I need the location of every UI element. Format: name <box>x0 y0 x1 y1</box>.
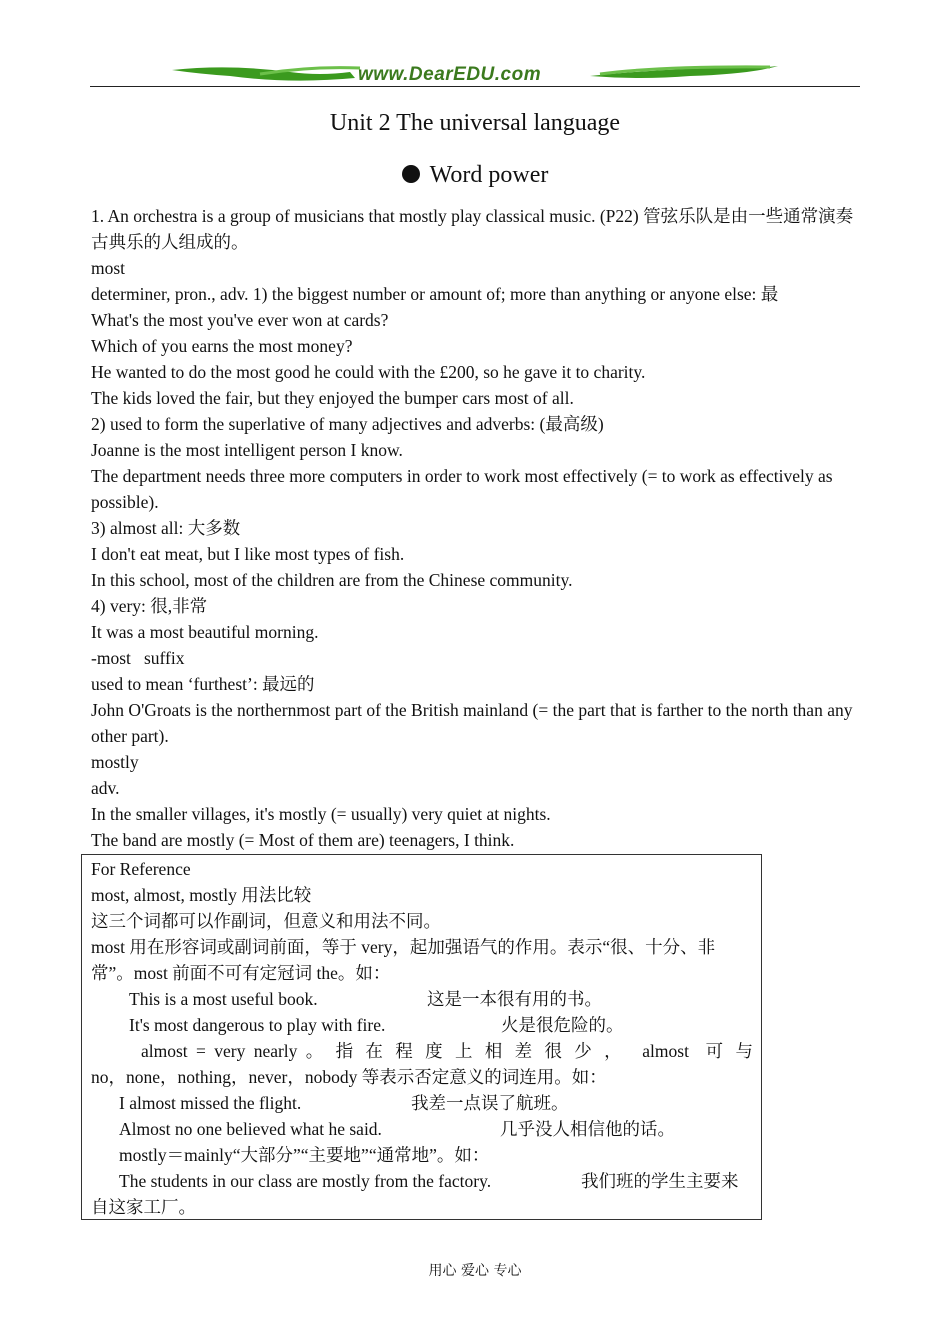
text-line: The band are mostly (= Most of them are) teenagers, I think. <box>91 830 515 850</box>
text-line: John O'Groats is the northernmost part of the British mainland (= the part that is farther to the north than any other part). <box>91 700 853 746</box>
text-line: What's the most you've ever won at cards? <box>91 310 389 330</box>
example-cn-cont: 自这家工厂。 <box>91 1197 196 1217</box>
site-url[interactable]: www.DearEDU.com <box>358 64 542 85</box>
text-line: 1. An orchestra is a group of musicians that mostly play classical music. (P22) 管弦乐队是由一些通常演奏古典乐的人组成的。 <box>91 206 854 252</box>
bullet-icon <box>402 165 420 183</box>
text-line: In the smaller villages, it's mostly (= usually) very quiet at nights. <box>91 804 551 824</box>
most-note: most 用在形容词或副词前面，等于 very，起加强语气的作用。表示“很、十分、非常”。most 前面不可有定冠词 the。如： <box>91 937 716 983</box>
section-label: Word power <box>429 162 549 188</box>
header-banner <box>90 60 860 90</box>
example-en: Almost no one believed what he said. <box>119 1119 382 1139</box>
example-row <box>91 986 753 1012</box>
main-content <box>91 203 861 853</box>
example-row <box>91 1012 753 1038</box>
example-cn: 我差一点误了航班。 <box>411 1093 569 1113</box>
section-heading <box>0 162 950 189</box>
text-line: 4) very: 很,非常 <box>91 596 208 616</box>
text-line: The kids loved the fair, but they enjoyed the bumper cars most of all. <box>91 388 574 408</box>
reference-intro: 这三个词都可以作副词，但意义和用法不同。 <box>91 911 441 931</box>
example-cn: 这是一本很有用的书。 <box>427 989 602 1009</box>
reference-subtitle: most, almost, mostly 用法比较 <box>91 885 312 905</box>
text-line: The department needs three more computers in order to work most effectively (= to work as effectively as possible). <box>91 466 833 512</box>
example-cn: 火是很危险的。 <box>501 1015 624 1035</box>
example-cn: 我们班的学生主要来 <box>581 1171 739 1191</box>
text-line: adv. <box>91 778 120 798</box>
mostly-note: mostly＝mainly“大部分”“主要地”“通常地”。如： <box>119 1145 490 1165</box>
text-line: 2) used to form the superlative of many adjectives and adverbs: (最高级) <box>91 414 604 434</box>
reference-box <box>81 854 762 1220</box>
text-line: I don't eat meat, but I like most types of fish. <box>91 544 405 564</box>
example-en: The students in our class are mostly from the factory. <box>119 1171 492 1191</box>
text-line: mostly <box>91 752 139 772</box>
almost-note: almost = very nearly 。 指 在 程 度 上 相 差 很 少 ， almost 可 与 <box>141 1041 753 1061</box>
header-rule <box>90 86 860 87</box>
example-row <box>91 1090 753 1116</box>
example-en: This is a most useful book. <box>129 989 318 1009</box>
text-line: It was a most beautiful morning. <box>91 622 319 642</box>
text-line: Which of you earns the most money? <box>91 336 353 356</box>
reference-heading: For Reference <box>91 859 191 879</box>
example-en: I almost missed the flight. <box>119 1093 302 1113</box>
page-title: Unit 2 The universal language <box>329 110 621 136</box>
example-row <box>91 1168 753 1194</box>
text-line: -most suffix <box>91 648 185 668</box>
example-en: It's most dangerous to play with fire. <box>129 1015 386 1035</box>
text-line: He wanted to do the most good he could with the £200, so he gave it to charity. <box>91 362 646 382</box>
example-row <box>91 1116 753 1142</box>
almost-note-cont: no，none，nothing，never，nobody 等表示否定意义的词连用。如： <box>91 1067 607 1087</box>
text-line: In this school, most of the children are from the Chinese community. <box>91 570 573 590</box>
text-line: Joanne is the most intelligent person I know. <box>91 440 403 460</box>
example-cn: 几乎没人相信他的话。 <box>500 1119 675 1139</box>
page-footer: 用心 爱心 专心 <box>428 1263 522 1279</box>
text-line: determiner, pron., adv. 1) the biggest number or amount of; more than anything or anyone else: 最 <box>91 284 779 304</box>
text-line: 3) almost all: 大多数 <box>91 518 241 538</box>
text-line: most <box>91 258 126 278</box>
text-line: used to mean ‘furthest’: 最远的 <box>91 674 315 694</box>
